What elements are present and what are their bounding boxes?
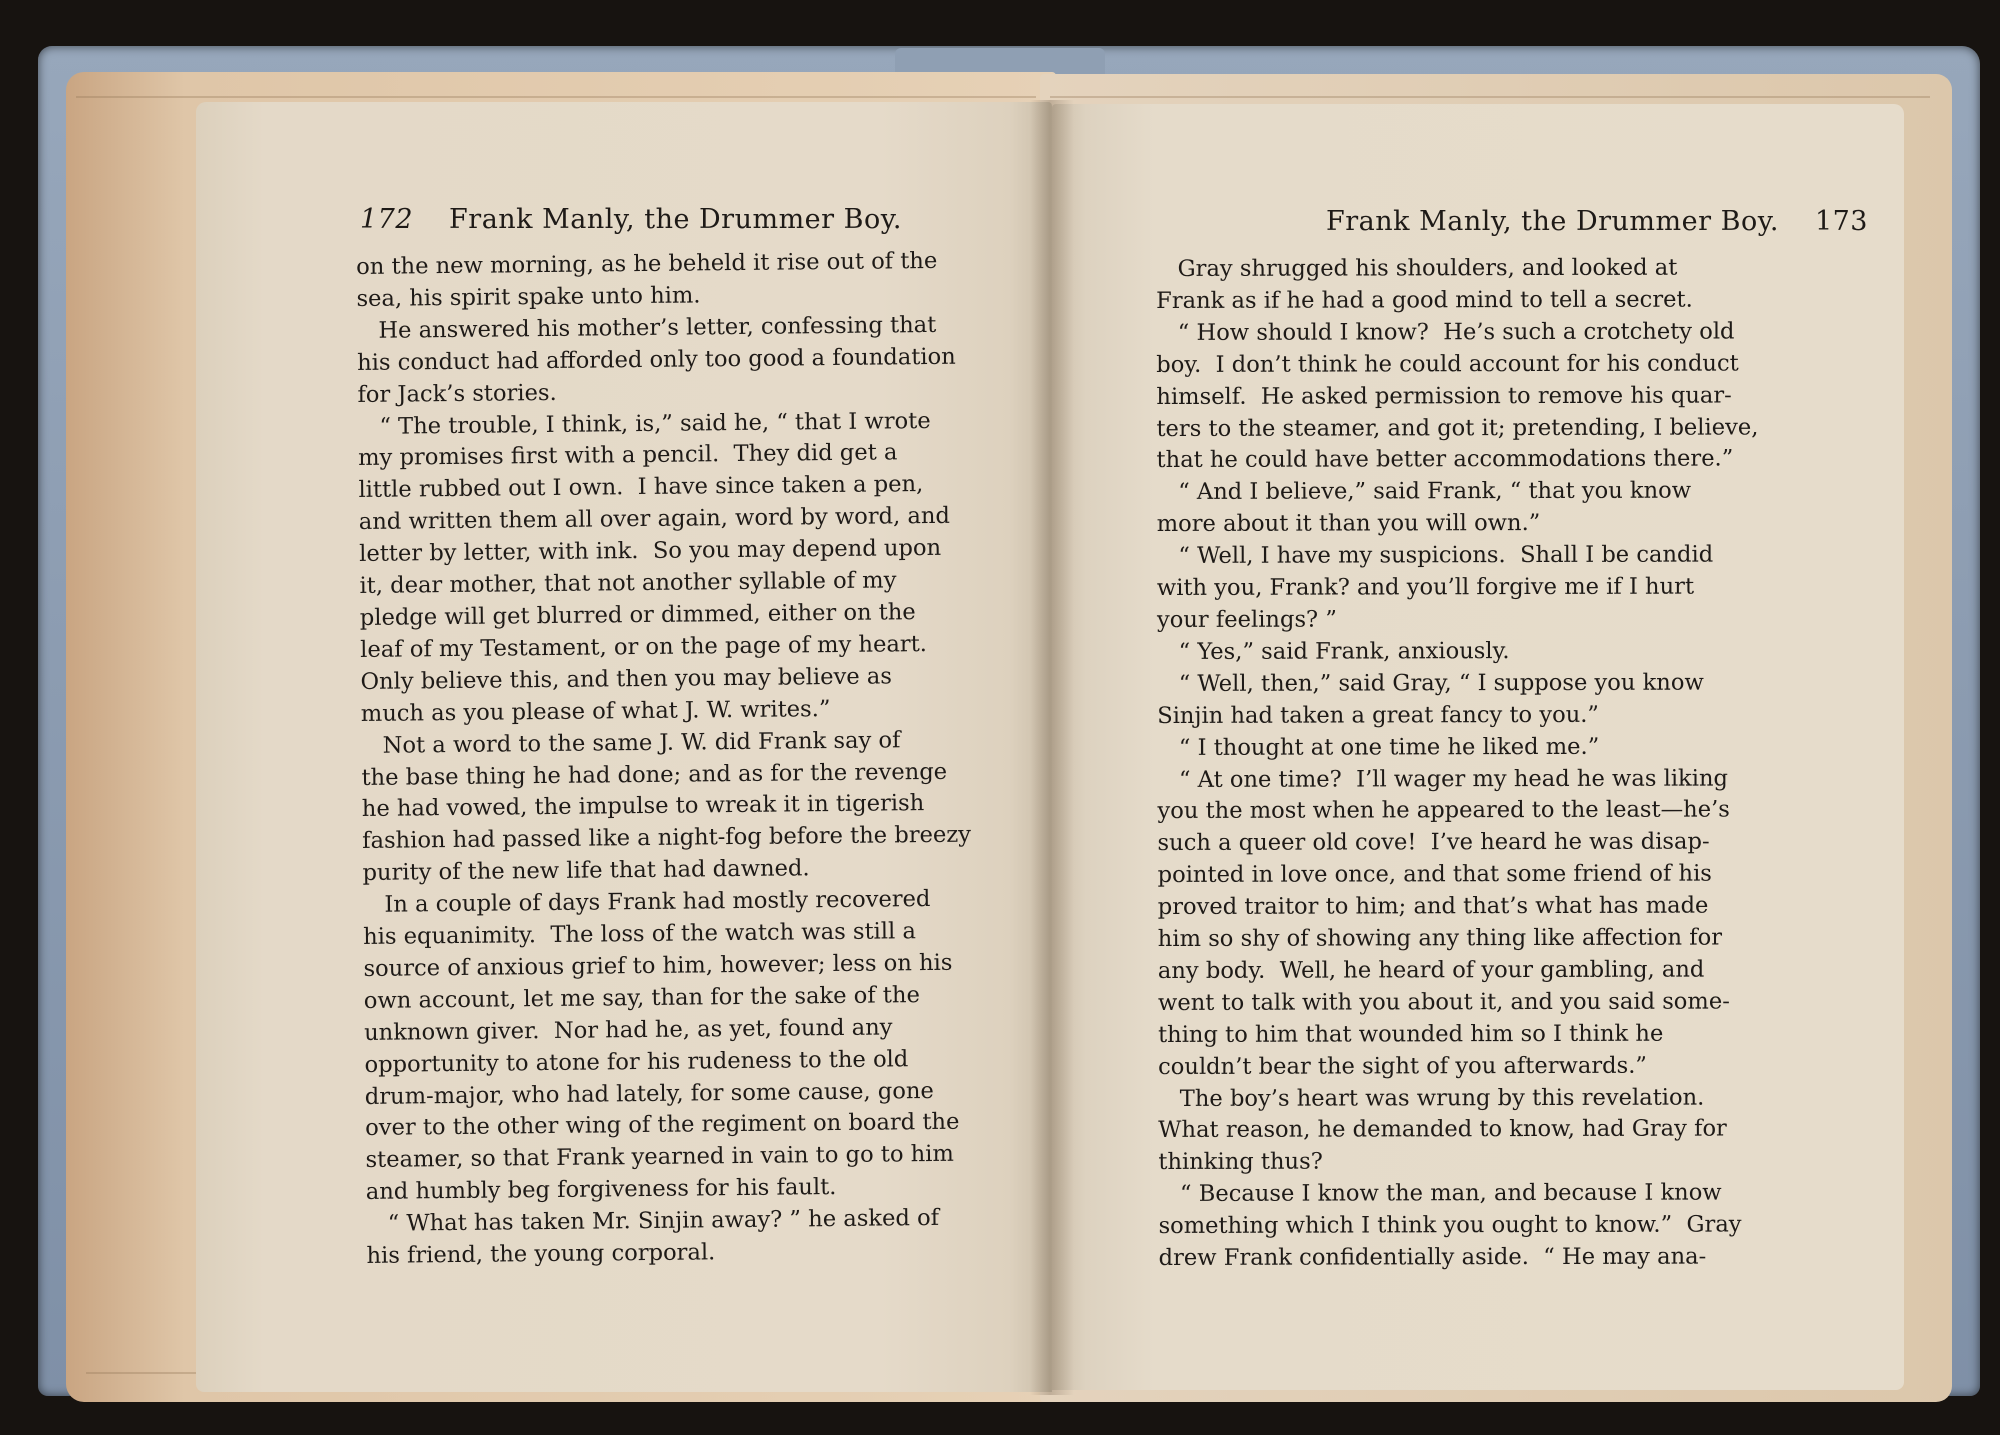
text-line: drew Frank confidentially aside. “ He may ana- bbox=[1158, 1243, 1707, 1272]
text-line: “ How should I know? He’s such a crotchety old bbox=[1156, 318, 1735, 346]
text-line: “ Because I know the man, and because I know bbox=[1158, 1179, 1722, 1208]
text-line: “ At one time? I’ll wager my head he was liking bbox=[1157, 765, 1729, 793]
right-page bbox=[1052, 104, 1904, 1390]
text-line: ters to the steamer, and got it; pretending, I believe, bbox=[1156, 413, 1759, 442]
text-line: your feelings? ” bbox=[1156, 606, 1337, 633]
text-line: something which I think you ought to know.” Gray bbox=[1158, 1211, 1742, 1240]
text-line: “ I thought at one time he liked me.” bbox=[1157, 733, 1600, 761]
text-line: his equanimity. The loss of the watch was still a bbox=[363, 918, 917, 950]
text-line: him so shy of showing any thing like affection for bbox=[1157, 924, 1723, 953]
text-line: Only believe this, and then you may believe as bbox=[360, 663, 893, 695]
text-line: thinking thus? bbox=[1158, 1148, 1323, 1176]
text-line: leaf of my Testament, or on the page of my heart. bbox=[360, 630, 928, 663]
left-page-body bbox=[356, 246, 983, 1273]
text-line: unknown giver. Nor had he, as yet, found any bbox=[364, 1014, 893, 1046]
running-head-title: Frank Manly, the Drummer Boy. bbox=[1326, 206, 1779, 237]
text-line: more about it than you will own.” bbox=[1156, 510, 1541, 538]
text-line: his friend, the young corporal. bbox=[366, 1239, 716, 1270]
text-line: boy. I don’t think he could account for his conduct bbox=[1156, 350, 1739, 378]
text-line: fashion had passed like a night-fog before the breezy bbox=[362, 821, 972, 855]
running-head-title: Frank Manly, the Drummer Boy. bbox=[449, 204, 902, 235]
text-line: sea, his spirit spake unto him. bbox=[356, 282, 701, 312]
text-line: own account, let me say, than for the sake of the bbox=[363, 981, 921, 1014]
text-line: you the most when he appeared to the least—he’s bbox=[1157, 796, 1730, 825]
right-page-body bbox=[1156, 252, 1765, 1275]
text-line: his conduct had afforded only too good a foundation bbox=[357, 343, 956, 376]
text-line: over to the other wing of the regiment on board the bbox=[365, 1109, 960, 1142]
text-line: In a couple of days Frank had mostly recovered bbox=[362, 886, 931, 919]
text-line: with you, Frank? and you’ll forgive me if I hurt bbox=[1156, 573, 1695, 602]
text-line: “ The trouble, I think, is,” said he, “ that I wrote bbox=[357, 407, 931, 440]
page-number: 172 bbox=[360, 204, 414, 235]
text-line: for Jack’s stories. bbox=[357, 379, 557, 408]
page-number: 173 bbox=[1814, 206, 1868, 237]
text-line: What reason, he demanded to know, had Gray for bbox=[1158, 1115, 1727, 1144]
text-line: my promises first with a pencil. They did get a bbox=[358, 439, 898, 472]
text-line: The boy’s heart was wrung by this revelation. bbox=[1158, 1084, 1705, 1112]
text-line: “ And I believe,” said Frank, “ that you know bbox=[1156, 477, 1692, 506]
left-page bbox=[196, 102, 1052, 1392]
text-line: thing to him that wounded him so I think he bbox=[1158, 1020, 1664, 1048]
text-line: “ Well, then,” said Gray, “ I suppose you know bbox=[1157, 669, 1704, 697]
text-line: Sinjin had taken a great fancy to you.” bbox=[1157, 701, 1599, 729]
text-line: went to talk with you about it, and you said some- bbox=[1157, 988, 1730, 1016]
text-line: much as you please of what J. W. writes.” bbox=[360, 695, 831, 727]
text-line: that he could have better accommodations there.” bbox=[1156, 445, 1734, 474]
gutter-shadow bbox=[1030, 100, 1074, 1395]
text-line: himself. He asked permission to remove his quar- bbox=[1156, 382, 1732, 410]
text-line: proved traitor to him; and that’s what has made bbox=[1157, 892, 1709, 921]
text-line: and humbly beg forgiveness for his fault. bbox=[365, 1174, 837, 1206]
text-line: letter by letter, with ink. So you may depend upon bbox=[359, 535, 942, 568]
text-line: He answered his mother’s letter, confessing that bbox=[356, 311, 937, 344]
text-line: couldn’t bear the sight of you afterwards.” bbox=[1158, 1052, 1647, 1080]
text-line: Gray shrugged his shoulders, and looked at bbox=[1156, 254, 1678, 282]
text-line: “ Well, I have my suspicions. Shall I be candid bbox=[1156, 541, 1714, 570]
text-line: on the new morning, as he beheld it rise out of the bbox=[356, 247, 938, 280]
text-line: steamer, so that Frank yearned in vain to go to him bbox=[365, 1141, 955, 1174]
text-line: pledge will get blurred or dimmed, either on the bbox=[359, 599, 916, 631]
text-line: source of anxious grief to him, however; less on his bbox=[363, 949, 953, 982]
text-line: Not a word to the same J. W. did Frank say of bbox=[361, 726, 901, 759]
text-line: he had vowed, the impulse to wreak it in tigerish bbox=[361, 790, 925, 823]
text-line: the base thing he had done; and as for the revenge bbox=[361, 758, 948, 791]
text-line: pointed in love once, and that some friend of his bbox=[1157, 860, 1712, 889]
text-line: little rubbed out I own. I have since taken a pen, bbox=[358, 471, 924, 504]
text-line: and written them all over again, word by word, and bbox=[358, 503, 951, 536]
text-line: any body. Well, he heard of your gambling, and bbox=[1157, 956, 1705, 984]
page-edge bbox=[76, 96, 1036, 98]
text-line: purity of the new life that had dawned. bbox=[362, 855, 810, 887]
text-line: opportunity to atone for his rudeness to the old bbox=[364, 1045, 909, 1078]
text-line: it, dear mother, that not another syllable of my bbox=[359, 567, 897, 600]
text-line: Frank as if he had a good mind to tell a secret. bbox=[1156, 286, 1693, 314]
text-line: drum-major, who had lately, for some cause, gone bbox=[364, 1077, 934, 1110]
page-edge bbox=[1050, 96, 1930, 98]
text-line: “ Yes,” said Frank, anxiously. bbox=[1157, 637, 1510, 665]
left-running-head bbox=[360, 204, 902, 235]
text-line: “ What has taken Mr. Sinjin away? ” he asked of bbox=[366, 1205, 940, 1238]
text-line: such a queer old cove! I’ve heard he was disap- bbox=[1157, 828, 1710, 857]
right-running-head bbox=[1326, 206, 1868, 237]
